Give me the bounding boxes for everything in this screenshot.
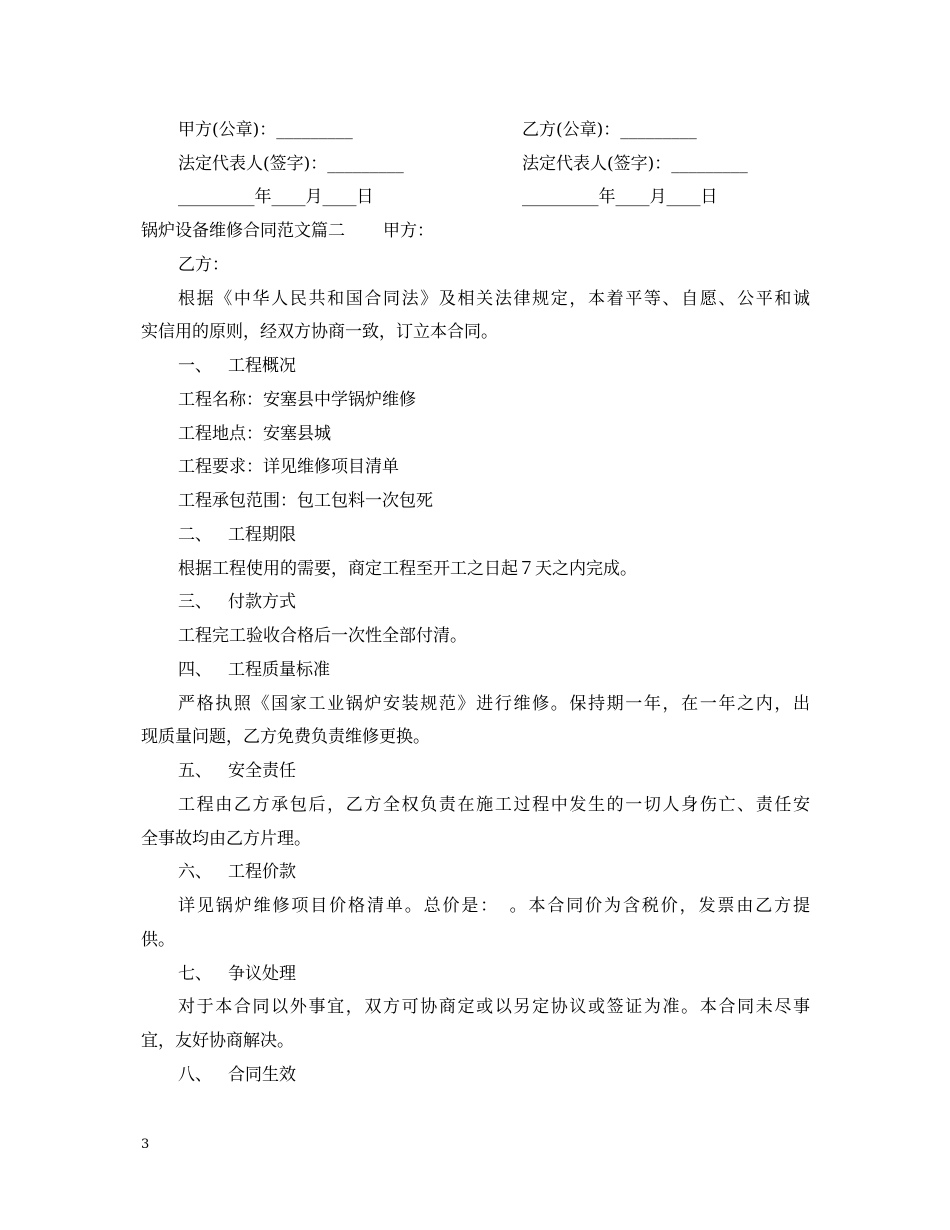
section-5-body-line-2: 全事故均由乙方片理。 <box>141 829 311 849</box>
section-4-body-line-2: 现质量问题，乙方免费负责维修更换。 <box>141 727 430 747</box>
party-b-seal-line: 乙方(公章)：_________ <box>522 120 697 140</box>
party-b-date-line: _________年____月____日 <box>522 187 718 207</box>
section-number: 五、 <box>178 761 212 781</box>
section-heading-7 <box>178 963 296 985</box>
section-6-body-line-1: 详见锅炉维修项目价格清单。总价是： 。本合同价为含税价，发票由乙方提 <box>178 896 810 916</box>
section-2-body: 根据工程使用的需要，商定工程至开工之日起７天之内完成。 <box>178 559 637 579</box>
project-scope: 工程承包范围：包工包料一次包死 <box>178 491 433 511</box>
party-a-representative-line: 法定代表人(签字)：_________ <box>178 154 404 174</box>
section-6-body-line-2: 供。 <box>141 930 175 950</box>
section-heading-8 <box>178 1064 296 1086</box>
project-name: 工程名称：安塞县中学锅炉维修 <box>178 390 416 410</box>
section-number: 八、 <box>178 1065 212 1085</box>
party-a-label: 甲方： <box>383 221 434 241</box>
preamble-line-2: 实信用的原则，经双方协商一致，订立本合同。 <box>141 322 498 342</box>
party-b-representative-line: 法定代表人(签字)：_________ <box>522 154 748 174</box>
preamble-line-1: 根据《中华人民共和国合同法》及相关法律规定，本着平等、自愿、公平和诚 <box>178 289 810 309</box>
section-5-body-line-1: 工程由乙方承包后，乙方全权负责在施工过程中发生的一切人身伤亡、责任安 <box>178 795 810 815</box>
contract-title: 锅炉设备维修合同范文篇二 <box>141 221 345 241</box>
page-number: 3 <box>141 1137 150 1152</box>
party-a-seal-line: 甲方(公章)：_________ <box>178 120 353 140</box>
section-3-body: 工程完工验收合格后一次性全部付清。 <box>178 626 467 646</box>
section-number: 六、 <box>178 862 212 882</box>
project-requirements: 工程要求：详见维修项目清单 <box>178 457 399 477</box>
party-a-date-line: _________年____月____日 <box>178 187 374 207</box>
section-title: 工程质量标准 <box>228 660 330 680</box>
section-heading-6 <box>178 861 296 883</box>
section-heading-1 <box>178 355 296 377</box>
section-title: 工程价款 <box>228 862 296 882</box>
section-number: 一、 <box>178 356 212 376</box>
section-title: 争议处理 <box>228 964 296 984</box>
section-7-body-line-1: 对于本合同以外事宜，双方可协商定或以另定协议或签证为准。本合同未尽事 <box>178 997 810 1017</box>
section-heading-2 <box>178 524 296 546</box>
section-number: 四、 <box>178 660 212 680</box>
section-title: 安全责任 <box>228 761 296 781</box>
section-number: 七、 <box>178 964 212 984</box>
section-title: 合同生效 <box>228 1065 296 1085</box>
section-heading-5 <box>178 760 296 782</box>
contract-title-row <box>141 220 434 242</box>
section-7-body-line-2: 宜，友好协商解决。 <box>141 1031 294 1051</box>
party-b-label: 乙方： <box>178 255 229 275</box>
section-title: 工程期限 <box>228 525 296 545</box>
section-heading-4 <box>178 659 330 681</box>
section-title: 工程概况 <box>228 356 296 376</box>
section-title: 付款方式 <box>228 592 296 612</box>
project-location: 工程地点：安塞县城 <box>178 424 331 444</box>
section-number: 三、 <box>178 592 212 612</box>
section-heading-3 <box>178 591 296 613</box>
section-number: 二、 <box>178 525 212 545</box>
section-4-body-line-1: 严格执照《国家工业锅炉安装规范》进行维修。保持期一年，在一年之内，出 <box>178 694 810 714</box>
